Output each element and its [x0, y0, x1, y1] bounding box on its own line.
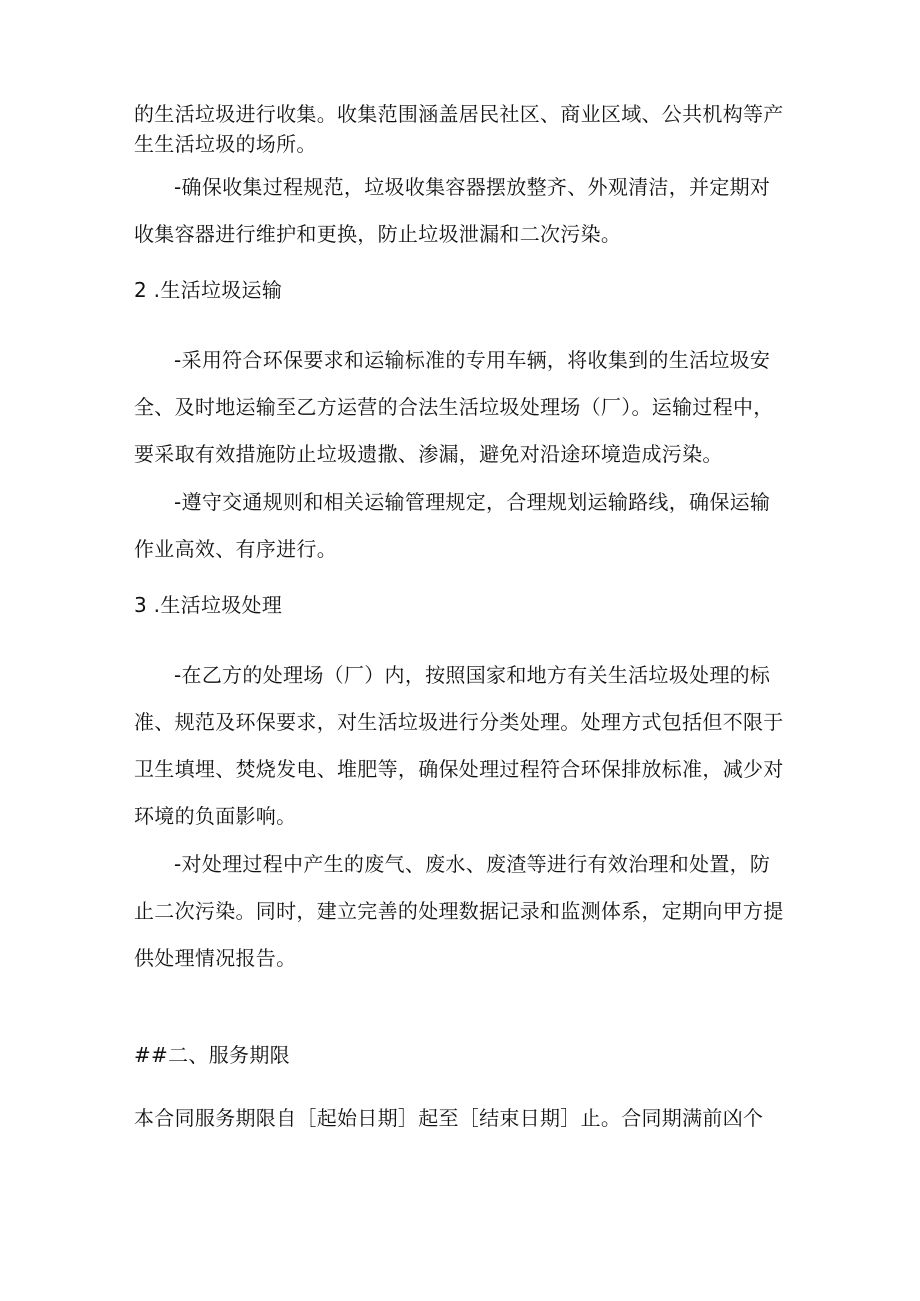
- paragraph-line: 要采取有效措施防止垃圾遗撒、渗漏，避免对沿途环境造成污染。: [134, 442, 723, 466]
- paragraph-line: 准、规范及环保要求，对生活垃圾进行分类处理。处理方式包括但不限于: [134, 710, 784, 734]
- paragraph-line: 收集容器进行维护和更换，防止垃圾泄漏和二次污染。: [134, 222, 622, 246]
- paragraph-line: -遵守交通规则和相关运输管理规定，合理规划运输路线，确保运输: [174, 490, 771, 514]
- paragraph-line: -在乙方的处理场（厂）内，按照国家和地方有关生活垃圾处理的标: [174, 663, 771, 687]
- paragraph-line: 止二次污染。同时，建立完善的处理数据记录和监测体系，定期向甲方提: [134, 899, 784, 923]
- paragraph-line: 供处理情况报告。: [134, 946, 297, 970]
- paragraph-line: -对处理过程中产生的废气、废水、废渣等进行有效治理和处置，防: [174, 852, 771, 876]
- section-heading: 2 .生活垃圾运输: [134, 278, 283, 302]
- paragraph-line: 作业高效、有序进行。: [134, 537, 337, 561]
- paragraph-line: -确保收集过程规范，垃圾收集容器摆放整齐、外观清洁，并定期对: [174, 175, 771, 199]
- paragraph-line: 生生活垃圾的场所。: [134, 132, 317, 156]
- paragraph-line: 环境的负面影响。: [134, 804, 297, 828]
- paragraph-line: -采用符合环保要求和运输标准的专用车辆，将收集到的生活垃圾安: [174, 348, 771, 372]
- paragraph-line: 卫生填埋、焚烧发电、堆肥等，确保处理过程符合环保排放标准，减少对: [134, 757, 784, 781]
- section-heading: 3 .生活垃圾处理: [134, 593, 283, 617]
- chapter-heading: ##二、服务期限: [134, 1043, 290, 1067]
- paragraph-line: 全、及时地运输至乙方运营的合法生活垃圾处理场（厂）。运输过程中，: [134, 395, 774, 419]
- paragraph-line: 本合同服务期限自［起始日期］起至［结束日期］止。合同期满前凶个: [134, 1106, 764, 1130]
- paragraph-line: 的生活垃圾进行收集。收集范围涵盖居民社区、商业区域、公共机构等产: [134, 102, 784, 126]
